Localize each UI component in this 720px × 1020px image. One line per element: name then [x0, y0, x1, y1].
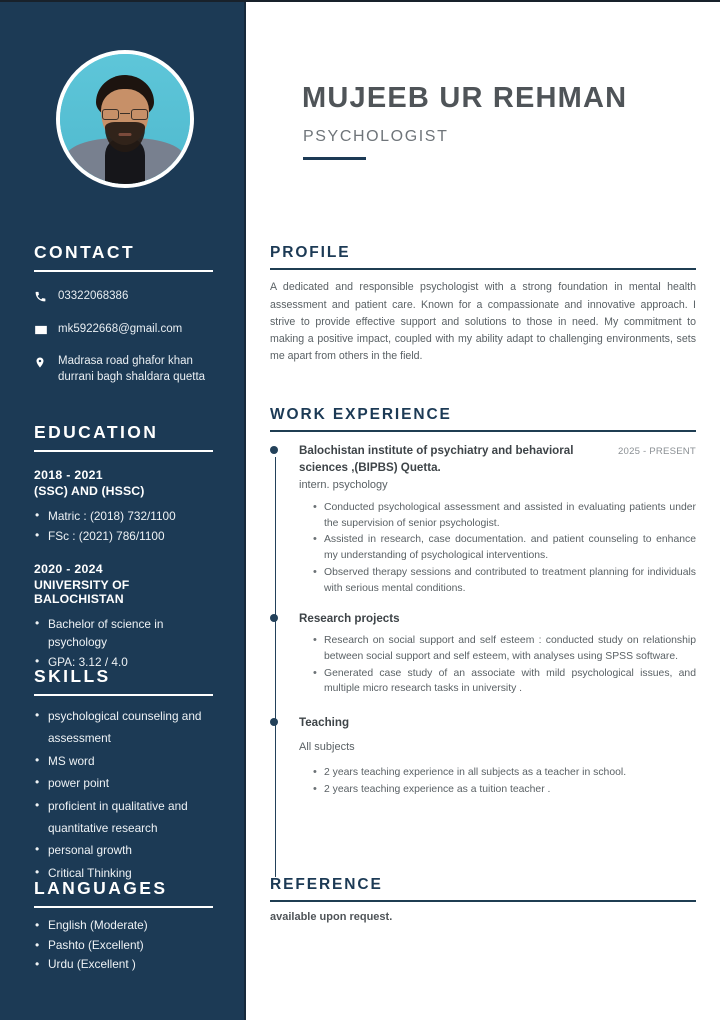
list-item: • Generated case study of an associate with mild psychological issues, and multiple micro research tasks in university . — [313, 666, 696, 698]
avatar-glasses — [101, 109, 149, 120]
skills-heading: SKILLS — [34, 666, 111, 686]
contact-divider — [34, 270, 213, 272]
timeline-dot-icon — [270, 614, 278, 622]
list-item: • proficient in qualitative and quantitative research — [34, 795, 214, 840]
reference-divider — [270, 900, 696, 902]
education-period: 2018 - 2021 — [34, 468, 103, 482]
work-entry-title: Research projects — [299, 611, 400, 625]
list-item: • GPA: 3.12 / 4.0 — [34, 653, 214, 671]
envelope-icon — [34, 322, 54, 337]
contact-item-phone — [34, 289, 214, 305]
education-heading: EDUCATION — [34, 422, 159, 442]
contact-email-value: mk5922668@gmail.com — [58, 322, 183, 335]
list-item: • Pashto (Excellent) — [34, 937, 214, 955]
work-entry-bullets — [299, 500, 696, 597]
reference-text: available upon request. — [270, 911, 393, 924]
contact-heading: CONTACT — [34, 242, 136, 262]
profile-heading: PROFILE — [270, 244, 351, 261]
avatar — [56, 50, 194, 188]
profile-text: A dedicated and responsible psychologist with a strong foundation in mental health assessment and patient care. Known for a compassionate and innovative approach. I strive to provide effective support and solutions to those in need. My commitment to making a positive impact, coupled with my ability adapt to challenging environments, sets me apart from others in the field. — [270, 281, 696, 363]
languages-list — [34, 917, 214, 974]
work-timeline — [270, 443, 696, 797]
contact-section — [34, 242, 214, 385]
work-entry — [299, 715, 696, 797]
languages-heading: LANGUAGES — [34, 878, 168, 898]
work-entry-title: Balochistan institute of psychiatry and behavioral sciences ,(BIPBS) Quetta. — [299, 444, 574, 474]
languages-section — [34, 878, 214, 976]
list-item: • Conducted psychological assessment and assisted in evaluating patients under the supervision of senior psychologist. — [313, 500, 696, 532]
education-school: (SSC) AND (HSSC) — [34, 484, 145, 498]
languages-divider — [34, 906, 213, 908]
location-pin-icon — [34, 354, 54, 370]
work-experience-heading: WORK EXPERIENCE — [270, 406, 452, 423]
list-item: • personal growth — [34, 839, 214, 861]
list-item: • Urdu (Excellent ) — [34, 956, 214, 974]
avatar-photo — [60, 54, 190, 184]
timeline-dot-icon — [270, 446, 278, 454]
work-entry-date: 2025 - PRESENT — [618, 446, 696, 458]
contact-phone-value: 03322068386 — [58, 290, 129, 302]
job-title: PSYCHOLOGIST — [303, 128, 449, 145]
education-section — [34, 422, 214, 673]
list-item: • Bachelor of science in psychology — [34, 615, 214, 652]
timeline-dot-icon — [270, 718, 278, 726]
education-school: UNIVERSITY OF BALOCHISTAN — [34, 577, 130, 606]
timeline-line — [275, 457, 277, 877]
education-divider — [34, 450, 213, 452]
reference-heading: REFERENCE — [270, 876, 383, 893]
main-column — [246, 2, 720, 1020]
profile-divider — [270, 268, 696, 270]
list-item: • Observed therapy sessions and contributed to treatment planning for individuals with serious mental conditions. — [313, 565, 696, 597]
work-experience-section — [270, 406, 696, 803]
list-item: • Assisted in research, case documentation. and patient counseling to enhance my understanding of psychological interventions. — [313, 532, 696, 564]
contact-item-email — [34, 322, 214, 338]
work-entry — [299, 443, 696, 596]
work-entry-bullets — [299, 633, 696, 697]
work-experience-divider — [270, 430, 696, 432]
list-item: • Research on social support and self esteem : conducted study on relationship between social support and self esteem, with analyses using SPSS software. — [313, 633, 696, 665]
education-details-list — [34, 507, 214, 546]
education-details-list — [34, 615, 214, 672]
education-entry — [34, 468, 214, 546]
work-entry-bullets — [299, 765, 696, 798]
work-entry-title: Teaching — [299, 716, 350, 730]
work-entry-subtitle: All subjects — [299, 740, 355, 753]
profile-section — [270, 244, 696, 365]
list-item: • 2 years teaching experience as a tuition teacher . — [313, 782, 696, 798]
list-item: • Critical Thinking — [34, 862, 214, 884]
page-title: MUJEEB UR REHMAN — [302, 82, 628, 114]
education-entry — [34, 562, 214, 672]
list-item: • MS word — [34, 750, 214, 772]
skills-divider — [34, 694, 213, 696]
list-item: • Matric : (2018) 732/1100 — [34, 507, 214, 525]
education-period: 2020 - 2024 — [34, 561, 103, 576]
phone-icon — [34, 289, 54, 303]
list-item: • 2 years teaching experience in all subjects as a teacher in school. — [313, 765, 696, 781]
avatar-mouth — [119, 133, 132, 136]
list-item: • psychological counseling and assessment — [34, 705, 214, 750]
skills-section — [34, 666, 214, 884]
contact-item-address — [34, 354, 214, 385]
skills-list — [34, 705, 214, 884]
list-item: • power point — [34, 772, 214, 794]
title-accent-rule — [303, 157, 366, 160]
contact-address-value: Madrasa road ghafor khan durrani bagh shaldara quetta — [58, 355, 206, 383]
list-item: • FSc : (2021) 786/1100 — [34, 527, 214, 545]
reference-section — [270, 876, 696, 923]
work-entry-subtitle: intern. psychology — [299, 479, 388, 492]
sidebar — [0, 2, 246, 1020]
list-item: • English (Moderate) — [34, 917, 214, 935]
work-entry — [299, 611, 696, 698]
